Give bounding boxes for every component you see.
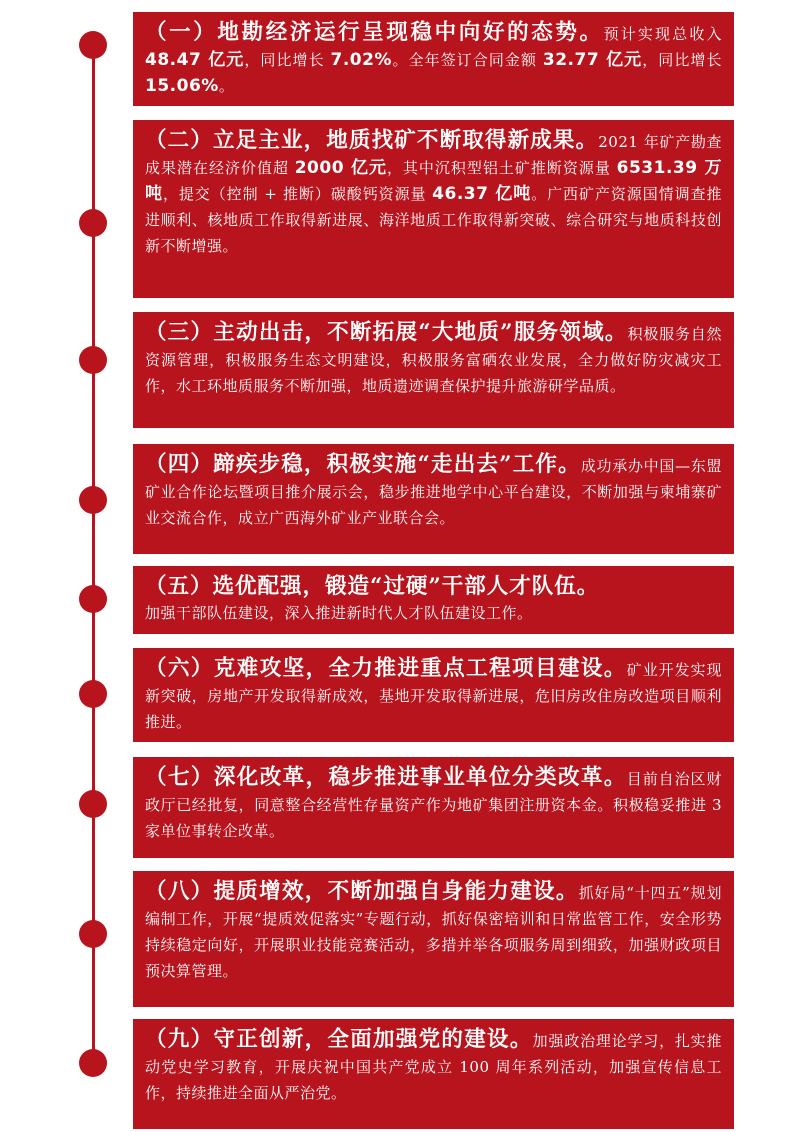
section-heading: （二）立足主业，地质找矿不断取得新成果。 bbox=[145, 128, 599, 153]
section-heading: （一）地勘经济运行呈现稳中向好的态势。 bbox=[145, 20, 604, 45]
section-body: （七）深化改革，稳步推进事业单位分类改革。目前自治区财政厅已经批复，同意整合经营性存量资产作为地矿集团注册资本金。积极稳妥推进 3 家单位事转企改革。 bbox=[145, 765, 722, 840]
timeline-dot bbox=[79, 486, 107, 514]
section-card-4 bbox=[133, 444, 734, 554]
timeline-dot bbox=[79, 790, 107, 818]
timeline-dot bbox=[79, 920, 107, 948]
section-body: （三）主动出击，不断拓展“大地质”服务领域。积极服务自然资源管理，积极服务生态文明建设，积极服务富硒农业发展，全力做好防灾减灾工作，水工环地质服务不断加强，地质遗迹调查保护提升旅游研学品质。 bbox=[145, 320, 722, 395]
section-body: （四）蹄疾步稳，积极实施“走出去”工作。成功承办中国—东盟矿业合作论坛暨项目推介展示会，稳步推进地学中心平台建设，不断加强与柬埔寨矿业交流合作，成立广西海外矿业产业联合会。 bbox=[145, 452, 722, 527]
section-card-2 bbox=[133, 120, 734, 298]
timeline-dot bbox=[79, 31, 107, 59]
section-body: （八）提质增效，不断加强自身能力建设。抓好局“十四五”规划编制工作，开展“提质效促落实”专题行动，抓好保密培训和日常监管工作，安全形势持续稳定向好，开展职业技能竞赛活动，多措并举各项服务周到细致，加强财政项目预决算管理。 bbox=[145, 879, 722, 980]
section-card-7 bbox=[133, 757, 734, 858]
section-heading: （八）提质增效，不断加强自身能力建设。 bbox=[145, 879, 579, 904]
section-body: （五）选优配强，锻造“过硬”干部人才队伍。 加强干部队伍建设，深入推进新时代人才队伍建设工作。 bbox=[145, 574, 722, 626]
section-heading: （七）深化改革，稳步推进事业单位分类改革。 bbox=[145, 765, 627, 790]
section-card-9 bbox=[133, 1019, 734, 1129]
section-heading: （三）主动出击，不断拓展“大地质”服务领域。 bbox=[145, 320, 628, 345]
section-heading: （四）蹄疾步稳，积极实施“走出去”工作。 bbox=[145, 452, 581, 477]
section-body: （九）守正创新，全面加强党的建设。加强政治理论学习，扎实推动党史学习教育，开展庆祝中国共产党成立 100 周年系列活动，加强宣传信息工作，持续推进全面从严治党。 bbox=[145, 1027, 722, 1102]
timeline-dot bbox=[79, 346, 107, 374]
section-card-5 bbox=[133, 566, 734, 634]
section-body: （六）克难攻坚，全力推进重点工程项目建设。矿业开发实现新突破，房地产开发取得新成效，基地开发取得新进展，危旧房改住房改造项目顺利推进。 bbox=[145, 656, 722, 731]
section-card-1 bbox=[133, 12, 734, 106]
timeline-dot bbox=[79, 585, 107, 613]
section-card-8 bbox=[133, 871, 734, 1007]
timeline-dot bbox=[79, 209, 107, 237]
section-card-3 bbox=[133, 312, 734, 428]
section-body: （二）立足主业，地质找矿不断取得新成果。2021 年矿产勘查成果潜在经济价值超 2000 亿元，其中沉积型铝土矿推断资源量 6531.39 万吨，提交（控制 + 推断）碳酸钙资源量 46.37 亿吨。广西矿产资源国情调查推进顺利、核地质工作取得新进展、海洋地质工作取得新突破、综合研究与地质科技创新不断增强。 bbox=[145, 128, 722, 255]
section-body: （一）地勘经济运行呈现稳中向好的态势。预计实现总收入 48.47 亿元，同比增长 7.02%。全年签订合同金额 32.77 亿元，同比增长 15.06%。 bbox=[145, 20, 722, 96]
section-heading: （五）选优配强，锻造“过硬”干部人才队伍。 bbox=[145, 574, 600, 599]
timeline-dot bbox=[79, 1049, 107, 1077]
timeline-line bbox=[92, 40, 95, 1072]
section-card-6 bbox=[133, 648, 734, 742]
section-heading: （六）克难攻坚，全力推进重点工程项目建设。 bbox=[145, 656, 627, 681]
section-heading: （九）守正创新，全面加强党的建设。 bbox=[145, 1027, 533, 1052]
timeline-dot bbox=[79, 680, 107, 708]
